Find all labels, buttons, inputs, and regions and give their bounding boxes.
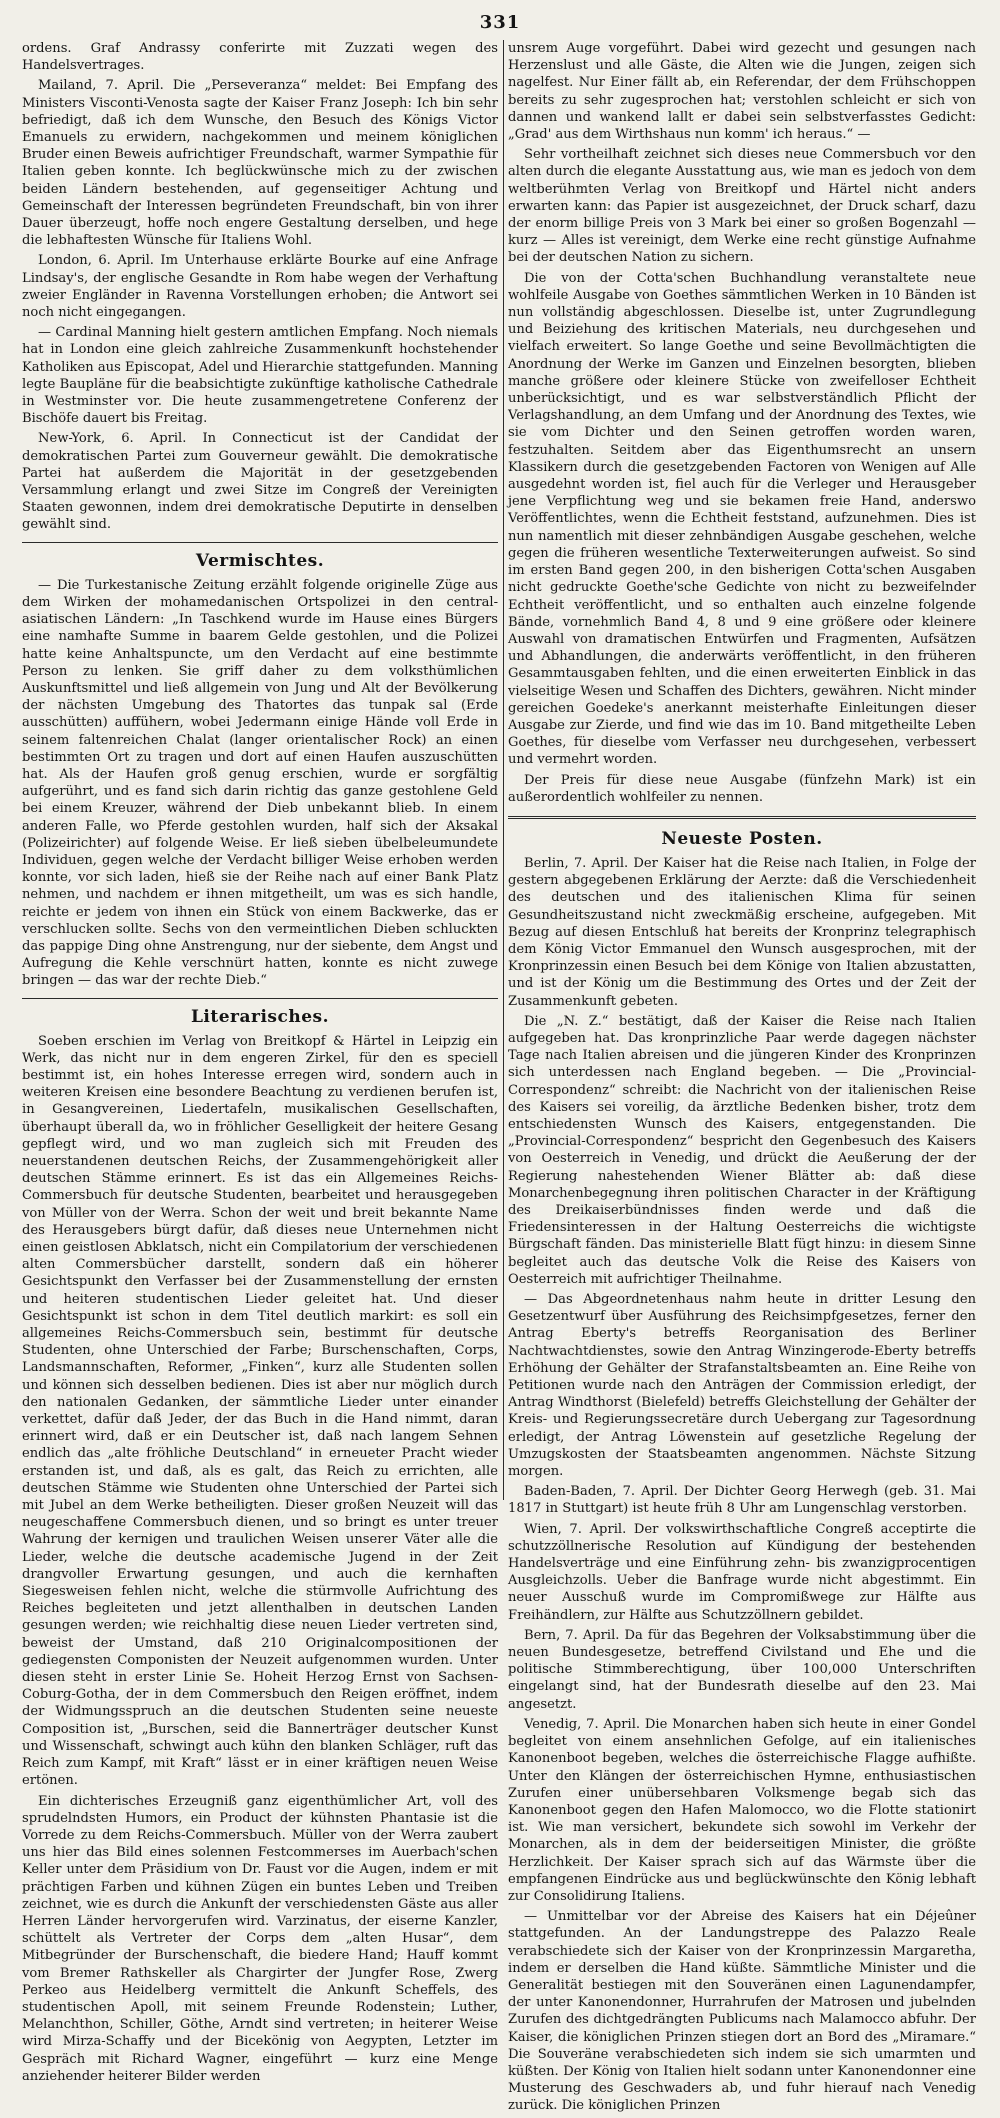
article-paragraph: Sehr vortheilhaft zeichnet sich dieses neue Commersbuch vor den alten durch die elegante Ausstattung aus, wie man es jedoch von dem weltberühmten Verlag von Breitkopf und Härtel nicht anders erwarten kann: das Papier ist ausgezeichnet, der Druck scharf, dazu der enorm billige Preis von 3 Mark bei einer so großen Bogenzahl — kurz — Alles ist vereinigt, dem Werke eine recht günstige Aufnahme bei der deutschen Nation zu sichern. [508, 147, 976, 266]
article-paragraph: New-York, 6. April. In Connecticut ist der Candidat der demokratischen Partei zum Gouverneur gewählt. Die demokratische Partei hat außerdem die Majorität in der gesetzgebenden Versammlung erlangt und zwei Sitze im Congreß der Vereinigten Staaten gewonnen, indem drei demokratische Deputirte in denselben gewählt sind. [22, 431, 498, 533]
article-paragraph: — Unmittelbar vor der Abreise des Kaisers hat ein Déjeûner stattgefunden. An der Landungstreppe des Palazzo Reale verabschiedete sich der Kaiser von der Kronprinzessin Margaretha, indem er derselben die Hand küßte. Sämmtliche Minister und die Generalität bestiegen mit den Souveränen einen Lagunendampfer, der unter Kanonendonner, Hurrahrufen der Matrosen und jubelnden Zurufen des dichtgedrängten Publicums nach Malamocco abfuhr. Der Kaiser, die königlichen Prinzen stiegen dort an Bord des „Miramare.“ Die Souveräne verabschiedeten sich indem sie sich umarmten und küßten. Der König von Italien hielt sodann unter Kanonendonner eine Musterung des Geschwaders ab, und fuhr hierauf nach Venedig zurück. Die königlichen Prinzen [508, 1909, 976, 2114]
right-column [508, 40, 976, 2118]
article-paragraph: London, 6. April. Im Unterhause erklärte Bourke auf eine Anfrage Lindsay's, der englische Gesandte in Rom habe wegen der Verhaftung zweier Engländer in Ravenna Vorstellungen erhoben; die Antwort sei noch nicht eingegangen. [22, 253, 498, 321]
article-paragraph: — Das Abgeordnetenhaus nahm heute in dritter Lesung den Gesetzentwurf über Ausführung des Reichsimpfgesetzes, ferner den Antrag Eberty's betreffs Reorganisation des Berliner Nachtwachtdienstes, sowie den Antrag Winzingerode-Eberty betreffs Erhöhung der Gehälter der Strafanstaltsbeamten an. Eine Reihe von Petitionen wurde nach den Anträgen der Commission erledigt, der Antrag Windthorst (Bielefeld) betreffs Gleichstellung der Gehälter der Kreis- und Regierungssecretäre durch Uebergang zur Tagesordnung erledigt, der Antrag Löwenstein auf gesetzliche Regelung der Umzugskosten der Staatsbeamten angenommen. Nächste Sitzung morgen. [508, 1292, 976, 1480]
article-paragraph: Die von der Cotta'schen Buchhandlung veranstaltete neue wohlfeile Ausgabe von Goethes sämmtlichen Werken in 10 Bänden ist nun vollständig abgeschlossen. Dieselbe ist, unter Zugrundlegung und Beiziehung des kritischen Materials, neu durchgesehen und vielfach erweitert. So lange Goethe und seine Bevollmächtigten die Anordnung der Werke im Ganzen und Einzelnen besorgten, blieben manche größere oder kleinere Stücke von zweifelloser Echtheit unberücksichtigt, und es war selbstverständlich Pflicht der Verlagshandlung, an dem Umfang und der Anordnung des Textes, wie sie vom Dichter und den Seinen getroffen worden waren, festzuhalten. Seitdem aber das Eigenthumsrecht an unsern Klassikern durch die gesetzgebenden Factoren von Wenigen auf Alle ausgedehnt worden ist, fiel auch für die Verleger und Herausgeber jene Verpflichtung weg und sie bekamen freie Hand, anderswo Veröffentlichtes, wenn die Echtheit feststand, aufzunehmen. Dies ist nun namentlich mit dieser zehnbändigen Ausgabe geschehen, welche gegen die früheren wesentliche Texterweiterungen aufweist. So sind im ersten Band gegen 200, in den bisherigen Cotta'schen Ausgaben nicht gedruckte Goethe'sche Gedichte von nicht zu bezweifelnder Echtheit veröffentlicht, und so enthalten auch einzelne folgende Bände, vornehmlich Band 4, 8 und 9 eine größere oder kleinere Auswahl von dramatischen Entwürfen und Fragmenten, Aufsätzen und Abhandlungen, die anderwärts veröffentlicht, in den früheren Gesammtausgaben fehlten, und die einen erweiterten Einblick in das vielseitige Wesen und Schaffen des Dichters, gewähren. Nicht minder gereichen Goedeke's anerkannt meisterhafte Einleitungen dieser Ausgabe zur Zierde, und find wie das im 10. Band mitgetheilte Leben Goethes, für dieselbe vom Verfasser neu durchgesehen, verbessert und vermehrt worden. [508, 270, 976, 768]
article-paragraph: Venedig, 7. April. Die Monarchen haben sich heute in einer Gondel begleitet von einem ansehnlichen Gefolge, auf ein italienisches Kanonenboot begeben, welches die österreichische Flagge aufhißte. Unter den Klängen der österreichischen Hymne, enthusiastischen Zurufen einer unübersehbaren Volksmenge begab sich das Kanonenboot gegen den Hafen Malomocco, wo die Flotte stationirt ist. Wie man versichert, bekundete sich sowohl im Verkehr der Monarchen, als in dem der beiderseitigen Minister, die größte Herzlichkeit. Der Kaiser sprach sich auf das Wärmste über die empfangenen Eindrücke aus und beglückwünschte den König lebhaft zur Consolidirung Italiens. [508, 1716, 976, 1904]
article-paragraph: Der Preis für diese neue Ausgabe (fünfzehn Mark) ist ein außerordentlich wohlfeiler zu nennen. [508, 772, 976, 805]
article-paragraph: — Cardinal Manning hielt gestern amtlichen Empfang. Noch niemals hat in London eine gleich zahlreiche Zusammenkunft hochstehender Katholiken aus Episcopat, Adel und Hierarchie stattgefunden. Manning legte Baupläne für die beabsichtigte zukünftige katholische Cathedrale in Westminster vor. Die heute zusammengetretene Conferenz der Bischöfe dauert bis Freitag. [22, 325, 498, 427]
article-paragraph: Bern, 7. April. Da für das Begehren der Volksabstimmung über die neuen Bundesgesetze, betreffend Civilstand und Ehe und die politische Stimmberechtigung, über 100,000 Unterschriften eingelangt sind, hat der Bundesrath dieselbe auf den 23. Mai angesetzt. [508, 1627, 976, 1712]
article-paragraph: Ein dichterisches Erzeugniß ganz eigenthümlicher Art, voll des sprudelndsten Humors, ein Product der kühnsten Phantasie ist die Vorrede zu dem Reichs-Commersbuch. Müller von der Werra zaubert uns hier das Bild eines solennen Festcommerses im Auerbach'schen Keller unter dem Präsidium von Dr. Faust vor die Augen, indem er mit prächtigen Farben und kühnen Zügen ein buntes Leben und Treiben zeichnet, wie es durch die Ankunft der verschiedensten Gäste aus aller Herren Länder hervorgerufen wird. Varzinatus, der eiserne Kanzler, schüttelt als Vertreter der Corps dem „alten Husar“, dem Mitbegründer der Burschenschaft, die biedere Hand; Hauff kommt vom Bremer Rathskeller als Chargirter der Jungfer Rose, Zwerg Perkeo aus Heidelberg vermittelt die Ankunft Scheffels, des studentischen Apoll, mit seinem Freunde Rodenstein; Luther, Melanchthon, Schiller, Göthe, Arndt sind vertreten; in heiterer Weise wird Mirza-Schaffy und der Bicekönig von Aegypten, Letzter im Gespräch mit Richard Wagner, eingeführt — kurz eine Menge anziehender heiterer Bilder werden [22, 1793, 498, 2084]
article-paragraph: Baden-Baden, 7. April. Der Dichter Georg Herwegh (geb. 31. Mai 1817 in Stuttgart) ist heute früh 8 Uhr am Lungenschlag verstorben. [508, 1484, 976, 1517]
article-paragraph: Die „N. Z.“ bestätigt, daß der Kaiser die Reise nach Italien aufgegeben hat. Das kronprinzliche Paar werde dagegen nächster Tage nach Italien abreisen und die jüngeren Kinder des Kronprinzen sich unterdessen nach England begeben. — Die „Provincial-Correspondenz“ schreibt: die Nachricht von der italienischen Reise des Kaisers sei voreilig, da ärztliche Bedenken bisher, trotz dem entschiedensten Wunsch des Kaisers, entgegenstanden. Die „Provincial-Correspondenz“ bespricht den Gegenbesuch des Kaisers von Oesterreich in Venedig, und drückt die Aeußerung der der Regierung nahestehenden Wiener Blätter ab: daß diese Monarchenbegegnung ihren politischen Character in der Kräftigung des Dreikaiserbündnisses finden werde und daß die Friedensinteressen in der Haltung Oesterreichs die wichtigste Bürgschaft fänden. Das ministerielle Blatt fügt hinzu: in diesem Sinne begleitet auch das deutsche Volk die Reise des Kaisers von Oesterreich mit aufrichtiger Theilnahme. [508, 1013, 976, 1287]
article-paragraph: Mailand, 7. April. Die „Perseveranza“ meldet: Bei Empfang des Ministers Visconti-Venosta sagte der Kaiser Franz Joseph: Ich bin sehr befriedigt, daß ich dem Wunsche, den Besuch des Königs Victor Emanuels zu erwidern, nachgekommen und meinem königlichen Bruder einen Beweis aufrichtiger Freundschaft, warmer Sympathie für Italien geben konnte. Ich beglückwünsche mich zu der zwischen beiden Ländern bestehenden, auf gegenseitiger Achtung und Gemeinschaft der Interessen begründeten Freundschaft, bin von ihrer Dauer überzeugt, hoffe noch engere Gestaltung derselben, und hege die lebhaftesten Wünsche für Italiens Wohl. [22, 78, 498, 249]
article-paragraph: Berlin, 7. April. Der Kaiser hat die Reise nach Italien, in Folge der gestern abgegebenen Erklärung der Aerzte: daß die Verschiedenheit des deutschen und des italienischen Klima für seinen Gesundheitszustand nicht zweckmäßig erscheine, aufgegeben. Mit Bezug auf diesen Entschluß hat bereits der Kronprinz telegraphisch dem König Victor Emmanuel den Wunsch ausgesprochen, mit der Kronprinzessin einen Besuch bei dem Könige von Italien abzustatten, und ist der König um die Bestimmung des Ortes und der Zeit der Zusammenkunft gebeten. [508, 855, 976, 1009]
left-column [22, 40, 498, 2088]
article-paragraph: Soeben erschien im Verlag von Breitkopf & Härtel in Leipzig ein Werk, das nicht nur in dem engeren Zirkel, für den es speciell bestimmt ist, ein hohes Interesse erregen wird, sondern auch in weiteren Kreisen eine besondere Beachtung zu verdienen berufen ist, in Gesangvereinen, Liedertafeln, musikalischen Gesellschaften, überhaupt überall da, wo in fröhlicher Geselligkeit der heitere Gesang gepflegt wird, und wo man zugleich sich mit Freuden des neuerstandenen deutschen Reichs, der Zusammengehörigkeit aller deutschen Stämme erinnert. Es ist das ein Allgemeines Reichs-Commersbuch für deutsche Studenten, bearbeitet und herausgegeben von Müller von der Werra. Schon der weit und breit bekannte Name des Herausgebers bürgt dafür, daß dieses neue Unternehmen nicht einen geistlosen Abklatsch, nicht ein Compilatorium der verschiedenen alten Commersbücher darstellt, sondern daß ein höherer Gesichtspunkt den Verfasser bei der Zusammenstellung der ernsten und heiteren studentischen Lieder geleitet hat. Und dieser Gesichtspunkt ist schon in dem Titel deutlich markirt: es soll ein allgemeines Reichs-Commersbuch sein, bestimmt für deutsche Studenten, ohne Unterschied der Farbe; Burschenschaften, Corps, Landsmannschaften, Reformer, „Finken“, kurz alle Studenten sollen und können sich desselben bedienen. Dies ist aber nur möglich durch den nationalen Gedanken, der sämmtliche Lieder unter einander verkettet, dafür daß Jeder, der das Buch in die Hand nimmt, daran erinnert wird, daß er ein Deutscher ist, daß nach langem Sehnen endlich das „alte fröhliche Deutschland“ in erneueter Pracht wieder erstanden ist, und daß, als es galt, das Reich zu errichten, alle deutschen Stämme wie Studenten ohne Unterschied der Partei sich mit Jubel an dem Werke betheiligten. Dieser großen Neuzeit will das neugeschaffene Commersbuch dienen, und so bringt es unter treuer Wahrung der kernigen und traulichen Weisen unserer Väter alle die Lieder, welche die deutsche academische Jugend in der Zeit drangvoller Erwartung gesungen, und auch die kernhaften Siegesweisen fehlen nicht, welche die stürmvolle Aufrichtung des Reiches begleiteten und jetzt allenthalben in deutschen Landen gesungen werden; wie reichhaltig diese neuen Lieder vertreten sind, beweist der Umstand, daß 210 Originalcompositionen der gediegensten Componisten der Neuzeit aufgenommen wurden. Unter diesen steht in erster Linie Se. Hoheit Herzog Ernst von Sachsen-Coburg-Gotha, der in dem Commersbuch den Reigen eröffnet, indem der Widmungsspruch an die deutschen Studenten seine neueste Composition ist, „Burschen, seid die Bannerträger deutscher Kunst und Wissenschaft, schwingt auch kühn den blanken Schläger, ruft das Reich zum Kampf, mit Kraft“ lässt er in einer kräftigen neuen Weise ertönen. [22, 1033, 498, 1789]
section-divider [22, 998, 498, 999]
section-divider [508, 816, 976, 819]
article-paragraph: Wien, 7. April. Der volkswirthschaftliche Congreß acceptirte die schutzzöllnerische Resolution auf Kündigung der bestehenden Handelsverträge und eine Einführung zehn- bis zwanzigprocentigen Ausgleichzolls. Ueber die Banfrage wurde nicht abgestimmt. Ein neuer Ausschuß wurde im Compromißwege zur Hälfte aus Freihändlern, zur Hälfte aus Schutzzöllnern gebildet. [508, 1521, 976, 1623]
article-paragraph: unsrem Auge vorgeführt. Dabei wird gezecht und gesungen nach Herzenslust und alle Gäste, die Alten wie die Jungen, zeigen sich nagelfest. Nur Einer fällt ab, ein Referendar, der dem Frühschoppen bereits zu sehr zugesprochen hat; verstohlen schleicht er sich von dannen und wankend lallt er dabei sein selbstverfasstes Gedicht: „Grad' aus dem Wirthshaus nun komm' ich heraus.“ — [508, 41, 976, 143]
section-heading-literarisches: Literarisches. [190, 1006, 330, 1027]
section-divider [22, 542, 498, 543]
article-paragraph: — Die Turkestanische Zeitung erzählt folgende originelle Züge aus dem Wirken der mohamedanischen Ortspolizei in den central-asiatischen Ländern: „In Taschkend wurde im Hause eines Bürgers eine namhafte Summe in baarem Gelde gestohlen, und die Polizei hatte keine Anhaltspuncte, um den Verdacht auf eine bestimmte Person zu lenken. Sie griff daher zu dem volksthümlichen Auskunftsmittel und ließ allgemein von Jung und Alt der Bevölkerung der nächsten Umgebung des Thatortes das tunpak sal (Erde ausschütten) auffühern, wobei Jedermann einige Hände voll Erde in seinem faltenreichen Chalat (langer orientalischer Rock) an einen bestimmten Ort zu tragen und dort auf einen Haufen auszuschütten hat. Als der Haufen groß genug erschien, wurde er sorgfältig aufgerührt, und es fand sich darin richtig das ganze gestohlene Geld bei einem Kreuzer, während der Dieb unbekannt blieb. In einem anderen Falle, wo Pferde gestohlen wurden, half sich der Aksakal (Polizeirichter) auf folgende Weise. Er ließ sieben übelbeleumundete Individuen, gegen welche der Verdacht billiger Weise erhoben werden konnte, vor sich laden, hieß sie der Reihe nach auf einer Bank Platz nehmen, und nachdem er ihnen mitgetheilt, um was es sich handle, reichte er jedem von ihnen ein Stück von einem Backwerke, das er verschlucken sollte. Sechs von den vermeintlichen Dieben schluckten das pappige Ding ohne Anstrengung, nur der siebente, dem Angst und Aufregung die Kehle verschnürt hatten, konnte es nicht zuwege bringen — das war der rechte Dieb.“ [22, 577, 498, 989]
column-rule [503, 40, 504, 1500]
page-number: 331 [479, 12, 521, 33]
section-heading-vermischtes: Vermischtes. [195, 550, 325, 571]
article-paragraph: ordens. Graf Andrassy conferirte mit Zuzzati wegen des Handelsvertrages. [22, 41, 498, 74]
section-heading-neueste-posten: Neueste Posten. [661, 828, 823, 849]
